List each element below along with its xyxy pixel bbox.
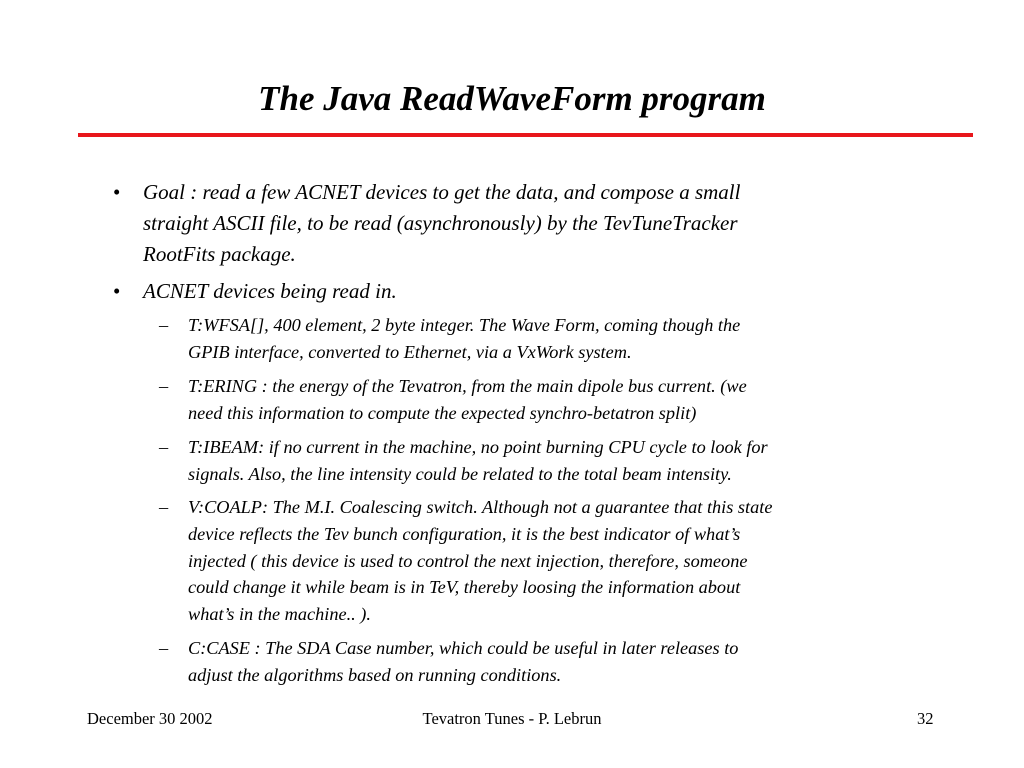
sub-bullet-line: device reflects the Tev bunch configuration, it is the best indicator of what’s: [188, 523, 741, 544]
sub-bullet-line: adjust the algorithms based on running conditions.: [188, 664, 562, 685]
bullet-goal: [113, 177, 741, 270]
sub-bullet-ibeam: [159, 434, 768, 488]
bullet-acnet-devices: [113, 276, 397, 307]
sub-bullet-line: injected ( this device is used to control the next injection, therefore, someone: [188, 550, 748, 571]
dash-marker: –: [159, 376, 169, 396]
sub-bullet-line: T:ERING : the energy of the Tevatron, from the main dipole bus current. (we: [188, 376, 747, 396]
dash-marker: –: [159, 437, 169, 457]
bullet-marker: •: [113, 180, 121, 204]
sub-bullet-wfsa: [159, 312, 741, 366]
page-number: 32: [917, 709, 934, 728]
bullet-line: RootFits package.: [143, 242, 296, 266]
sub-bullet-line: T:IBEAM: if no current in the machine, no point burning CPU cycle to look for: [188, 437, 768, 457]
bullet-marker: •: [113, 279, 121, 303]
bullet-line: Goal : read a few ACNET devices to get the data, and compose a small: [143, 180, 741, 204]
dash-marker: –: [159, 497, 169, 517]
sub-bullet-coalp: [159, 494, 773, 628]
sub-bullet-line: GPIB interface, converted to Ethernet, via a VxWork system.: [188, 341, 632, 362]
slide-title: The Java ReadWaveForm program: [258, 79, 766, 118]
dash-marker: –: [159, 315, 169, 335]
sub-bullet-line: need this information to compute the expected synchro-betatron split): [188, 402, 697, 423]
title-divider: [78, 133, 973, 137]
bullet-line: straight ASCII file, to be read (asynchronously) by the TevTuneTracker: [143, 211, 738, 235]
sub-bullet-line: T:WFSA[], 400 element, 2 byte integer. The Wave Form, coming though the: [188, 315, 741, 335]
sub-bullet-line: what’s in the machine.. ).: [188, 604, 371, 625]
sub-bullet-line: signals. Also, the line intensity could be related to the total beam intensity.: [188, 463, 732, 484]
footer-title: Tevatron Tunes - P. Lebrun: [422, 709, 602, 728]
footer-date: December 30 2002: [87, 709, 213, 728]
sub-bullet-line: could change it while beam is in TeV, thereby loosing the information about: [188, 577, 741, 598]
sub-bullet-line: C:CASE : The SDA Case number, which could be useful in later releases to: [188, 638, 739, 658]
sub-bullet-ering: [159, 373, 747, 427]
bullet-line: ACNET devices being read in.: [143, 279, 397, 303]
sub-bullet-case: [159, 635, 739, 689]
dash-marker: –: [159, 638, 169, 658]
sub-bullet-line: V:COALP: The M.I. Coalescing switch. Although not a guarantee that this state: [188, 497, 773, 517]
